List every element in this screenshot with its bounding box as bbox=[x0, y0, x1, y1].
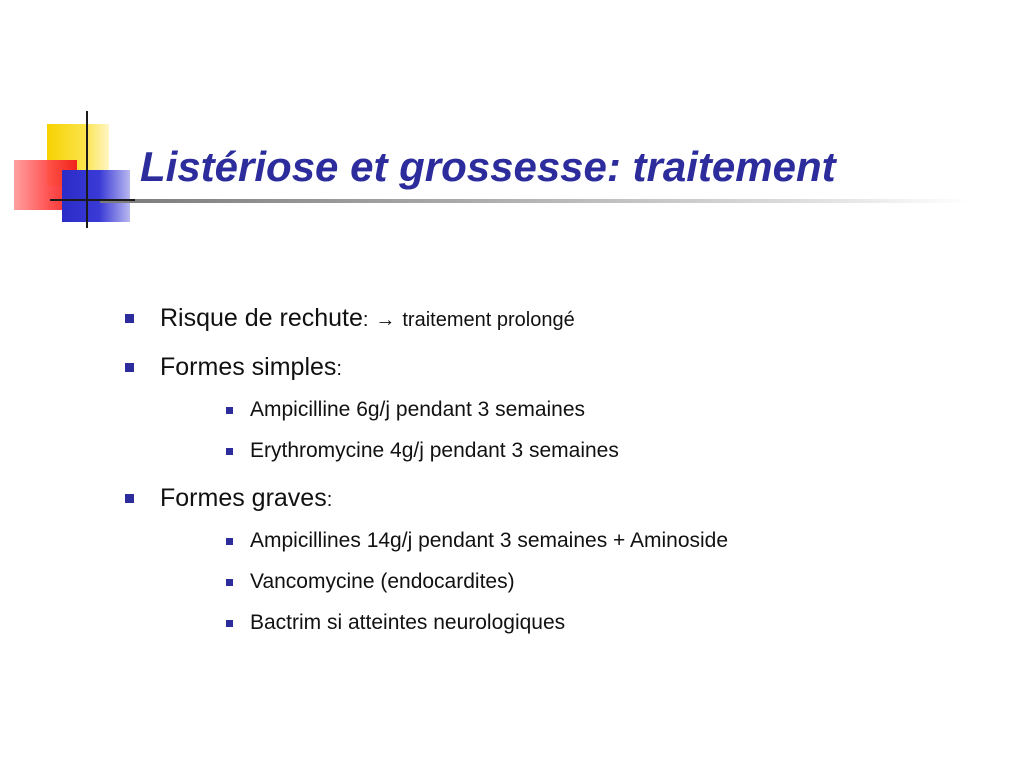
right-arrow-icon: → bbox=[375, 309, 396, 331]
sub-bullet-text: Bactrim si atteintes neurologiques bbox=[250, 611, 566, 634]
square-bullet-icon bbox=[125, 314, 134, 323]
bullet-detail: traitement prolongé bbox=[402, 309, 575, 331]
bullet-label: Formes simples bbox=[160, 353, 337, 381]
bullet-suffix: : bbox=[326, 489, 333, 511]
bullet-suffix: : bbox=[362, 309, 369, 331]
square-bullet-icon bbox=[226, 538, 233, 545]
sub-bullet-text: Erythromycine 4g/j pendant 3 semaines bbox=[250, 439, 619, 462]
bullet-item-formes-simples bbox=[160, 350, 342, 386]
sub-bullet-item bbox=[250, 568, 515, 596]
square-bullet-icon bbox=[226, 579, 233, 586]
sub-bullet-item bbox=[250, 396, 585, 424]
slide-title: Listériose et grossesse: traitement bbox=[140, 143, 836, 190]
bullet-item-risque bbox=[160, 301, 575, 337]
square-bullet-icon bbox=[226, 407, 233, 414]
bullet-label: Risque de rechute bbox=[160, 304, 363, 332]
bullet-item-formes-graves bbox=[160, 481, 332, 517]
square-bullet-icon bbox=[125, 494, 134, 503]
sub-bullet-item bbox=[250, 609, 565, 637]
sub-bullet-text: Ampicilline 6g/j pendant 3 semaines bbox=[250, 398, 586, 421]
square-bullet-icon bbox=[226, 620, 233, 627]
bullet-label: Formes graves bbox=[160, 484, 327, 512]
square-bullet-icon bbox=[125, 363, 134, 372]
sub-bullet-item bbox=[250, 437, 619, 465]
sub-bullet-text: Ampicillines 14g/j pendant 3 semaines + Aminoside bbox=[250, 529, 729, 552]
sub-bullet-item bbox=[250, 527, 728, 555]
sub-bullet-text: Vancomycine (endocardites) bbox=[250, 570, 515, 593]
bullet-suffix: : bbox=[336, 358, 342, 380]
square-bullet-icon bbox=[226, 448, 233, 455]
